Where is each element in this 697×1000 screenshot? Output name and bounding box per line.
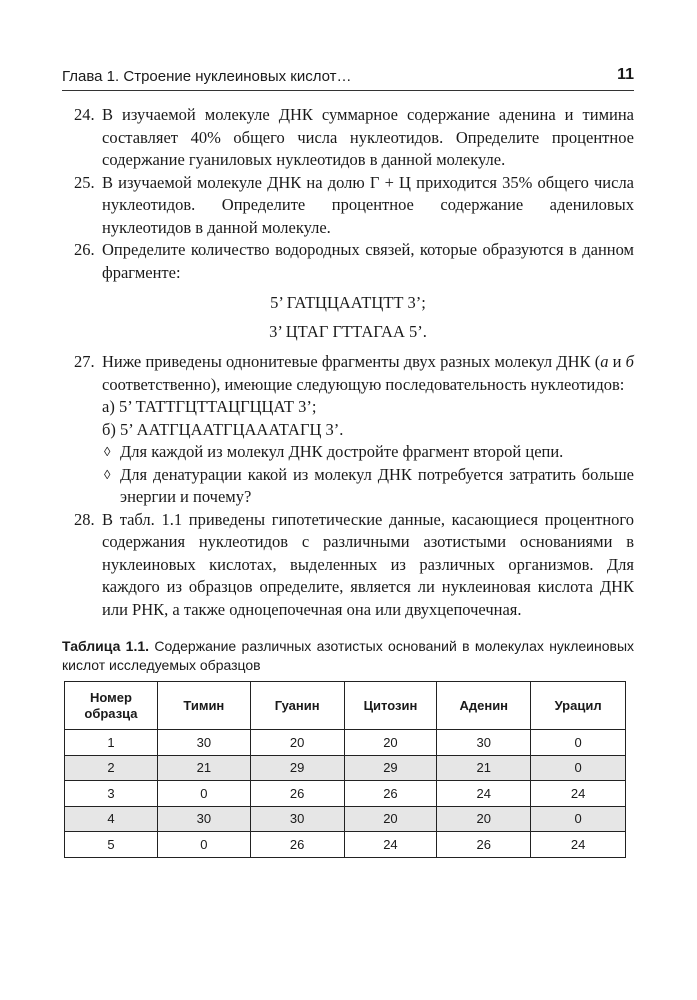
main-text bbox=[62, 104, 634, 621]
header-cytosine: Цитозин bbox=[344, 682, 437, 730]
table-cell: 0 bbox=[531, 730, 626, 756]
question-text: В изучаемой молекуле ДНК на долю Г + Ц приходится 35% общего числа нуклеотидов. Определите процентное содержание адениловых нуклеотидов в данной молекуле. bbox=[102, 172, 634, 237]
table-row bbox=[65, 730, 626, 756]
table-cell: 1 bbox=[65, 730, 158, 756]
table-caption-text: Содержание различных азотистых оснований в молекулах нуклеиновых кислот исследуемых образцов bbox=[62, 638, 635, 673]
table-header-row bbox=[65, 682, 626, 730]
table-cell: 5 bbox=[65, 832, 158, 858]
header-guanine: Гуанин bbox=[250, 682, 344, 730]
conjunction: и bbox=[608, 352, 626, 371]
table-cell: 29 bbox=[344, 755, 437, 781]
table-cell: 24 bbox=[531, 781, 626, 807]
question-number: 26. bbox=[74, 240, 95, 259]
chapter-title: Глава 1. Строение нуклеиновых кислот… bbox=[62, 68, 352, 85]
table-cell: 30 bbox=[157, 730, 250, 756]
bullet-text: Для денатурации какой из молекул ДНК потребуется затратить больше энергии и почему? bbox=[120, 464, 634, 506]
running-header bbox=[62, 66, 634, 90]
question-number: 25. bbox=[74, 172, 95, 192]
question-number: 28. bbox=[74, 509, 95, 529]
nucleotide-table bbox=[64, 681, 626, 858]
question-25 bbox=[62, 172, 634, 240]
table-cell: 2 bbox=[65, 755, 158, 781]
sequence-a: а) 5’ ТАТТГЦТТАЦГЦЦАТ 3’; bbox=[102, 397, 317, 416]
question-28 bbox=[62, 509, 634, 622]
table-cell: 24 bbox=[531, 832, 626, 858]
table-cell: 0 bbox=[157, 781, 250, 807]
lozenge-icon bbox=[104, 464, 110, 487]
lozenge-icon bbox=[104, 441, 110, 464]
table-cell: 24 bbox=[344, 832, 437, 858]
question-27 bbox=[62, 351, 634, 396]
question-text: Определите количество водородных связей, которые образуются в данном фрагменте: bbox=[102, 240, 634, 282]
table-cell: 20 bbox=[344, 730, 437, 756]
table-cell: 26 bbox=[250, 832, 344, 858]
table-cell: 24 bbox=[437, 781, 531, 807]
table-row bbox=[65, 806, 626, 832]
table-cell: 26 bbox=[437, 832, 531, 858]
table-cell: 3 bbox=[65, 781, 158, 807]
table-cell: 0 bbox=[531, 806, 626, 832]
question-text-cont: соответственно), имеющие следующую последовательность нуклеотидов: bbox=[102, 374, 625, 394]
table-cell: 20 bbox=[250, 730, 344, 756]
table-cell: 30 bbox=[250, 806, 344, 832]
question-text: Ниже приведены однонитевые фрагменты двух разных молекул ДНК ( bbox=[102, 352, 601, 371]
question-text: В изучаемой молекуле ДНК суммарное содержание аденина и тимина составляет 40% общего числа нуклеотидов. Определите процентное содержание гуаниловых нуклеотидов в данной молекуле. bbox=[102, 105, 634, 169]
table-cell: 20 bbox=[437, 806, 531, 832]
table-caption-label: Таблица 1.1. bbox=[62, 638, 150, 654]
label-b: б bbox=[625, 352, 634, 371]
table-cell: 0 bbox=[157, 832, 250, 858]
bullet-text: Для каждой из молекул ДНК достройте фрагмент второй цепи. bbox=[120, 442, 564, 461]
header-thymine: Тимин bbox=[157, 682, 250, 730]
task-bullet-2 bbox=[62, 464, 634, 509]
header-adenine: Аденин bbox=[437, 682, 531, 730]
question-number: 24. bbox=[74, 105, 95, 124]
table-cell: 30 bbox=[437, 730, 531, 756]
label-a: а bbox=[600, 352, 609, 371]
question-text: В табл. 1.1 приведены гипотетические данные, касающиеся процентного содержания нуклеотидов с различными азотистыми основаниями в нуклеиновых кислотах, выделенных из различных организмов. Для каждого из образцов определите, является ли нуклеиновая кислота ДНК или РНК, а также одноцепочечная она или двухцепочечная. bbox=[102, 509, 634, 619]
table-cell: 21 bbox=[157, 755, 250, 781]
table-cell: 0 bbox=[531, 755, 626, 781]
table-cell: 20 bbox=[344, 806, 437, 832]
header-rule bbox=[62, 90, 634, 91]
table-row bbox=[65, 755, 626, 781]
table-cell: 4 bbox=[65, 806, 158, 832]
task-bullet-1 bbox=[62, 441, 634, 464]
dna-sequence-strand-1: 5’ ГАТЦЦААТЦТТ 3’; bbox=[270, 293, 426, 312]
page-number: 11 bbox=[617, 66, 634, 83]
question-24 bbox=[62, 104, 634, 172]
question-26 bbox=[62, 239, 634, 284]
table-row bbox=[65, 832, 626, 858]
dna-sequence-strand-2: 3’ ЦТАГ ГТТАГАА 5’. bbox=[269, 321, 427, 341]
question-number: 27. bbox=[74, 352, 95, 371]
table-cell: 30 bbox=[157, 806, 250, 832]
table-cell: 26 bbox=[250, 781, 344, 807]
table-cell: 21 bbox=[437, 755, 531, 781]
table-caption bbox=[62, 637, 634, 675]
table-cell: 29 bbox=[250, 755, 344, 781]
table-row bbox=[65, 781, 626, 807]
table-cell: 26 bbox=[344, 781, 437, 807]
header-sample-number: Номер образца bbox=[65, 682, 158, 730]
header-uracil: Урацил bbox=[531, 682, 626, 730]
sequence-b: б) 5’ ААТГЦААТГЦАААТАГЦ 3’. bbox=[102, 419, 344, 439]
